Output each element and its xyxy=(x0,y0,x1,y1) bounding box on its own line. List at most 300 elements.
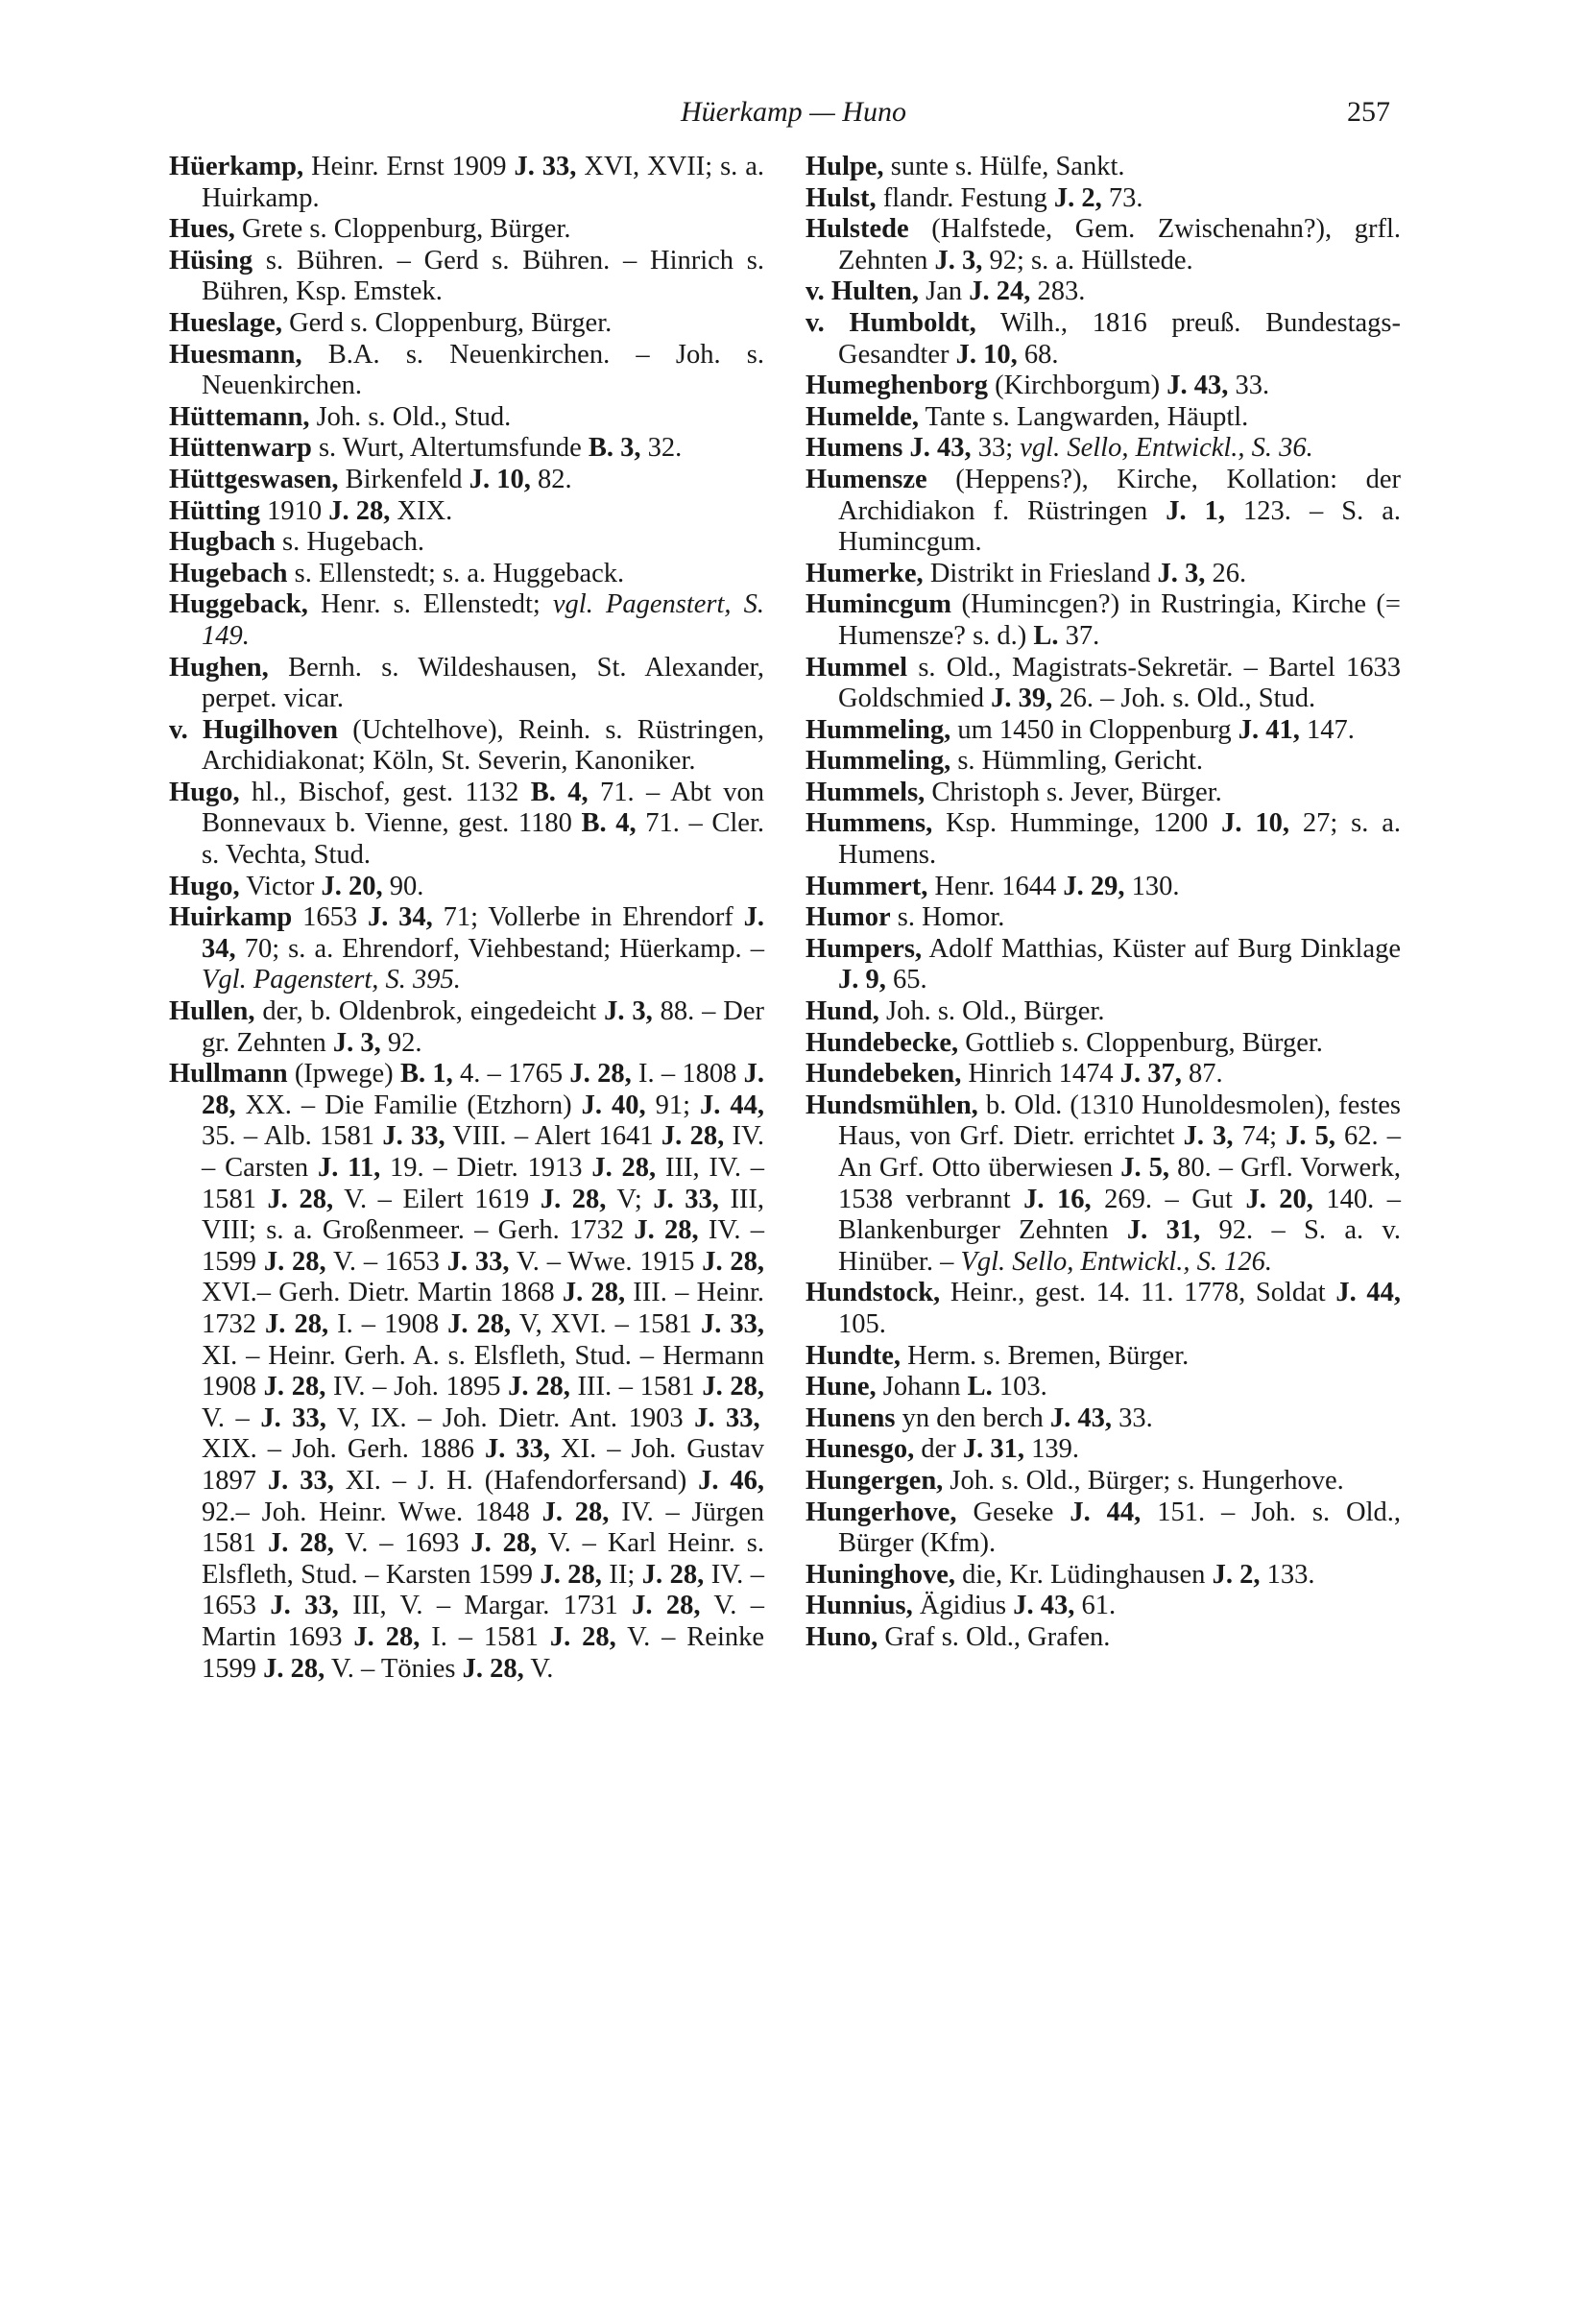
entry-text: s. Hugebach. xyxy=(275,527,424,558)
entry-text: 35. – Alb. 1581 xyxy=(202,1121,383,1152)
entry-text: Ksp. Humminge, 1200 xyxy=(932,808,1222,839)
entry-text: IV. – Jürgen 1581 xyxy=(202,1497,765,1559)
entry-text: V. – 1653 xyxy=(325,1246,447,1277)
entry-text: 80. – Grfl. Vorwerk, 1538 verbrannt xyxy=(838,1153,1401,1214)
volume-reference: J. 39, xyxy=(991,683,1053,714)
entry-text: Birkenfeld xyxy=(338,464,469,494)
entry-text: 71. – Abt von Bonnevaux b. Vienne, gest. 1180 xyxy=(202,777,764,839)
volume-reference: J. 3, xyxy=(934,245,983,276)
index-entry xyxy=(806,402,1401,434)
entry-text: III, VIII; s. a. Großenmeer. – Gerh. 1732 xyxy=(202,1184,765,1246)
volume-reference: J. 33, xyxy=(446,1246,510,1277)
entry-text: 1910 xyxy=(260,495,329,526)
index-entry xyxy=(169,589,764,652)
index-entry xyxy=(806,746,1401,778)
entry-text: Ägidius xyxy=(912,1591,1014,1621)
entry-italic-reference: Vgl. Sello, Entwickl., S. 126. xyxy=(960,1246,1272,1277)
index-entry xyxy=(169,496,764,528)
entry-text: um 1450 in Cloppenburg xyxy=(950,714,1238,745)
entry-text: V. – Wwe. 1915 xyxy=(509,1246,703,1277)
entry-headword: Hüttgeswasen, xyxy=(169,464,339,494)
entry-text: IV. – 1599 xyxy=(202,1215,764,1277)
entry-headword: Hummel xyxy=(806,652,908,683)
entry-text: Henr. s. Ellenstedt; xyxy=(307,589,553,620)
entry-text: 92; s. a. Hüllstede. xyxy=(982,245,1193,276)
entry-text: Gottlieb s. Cloppenburg, Bürger. xyxy=(958,1027,1323,1058)
running-head xyxy=(0,96,1587,134)
index-entry xyxy=(806,1341,1401,1373)
index-entry xyxy=(169,872,764,903)
entry-headword: v. Hugilhoven xyxy=(169,714,338,745)
entry-text: flandr. Festung xyxy=(876,182,1054,213)
volume-reference: J. 3, xyxy=(1157,558,1206,588)
index-entry xyxy=(169,246,764,308)
entry-text: (Kirchborgum) xyxy=(988,371,1167,401)
entry-headword: Hundsmühlen, xyxy=(806,1090,978,1120)
entry-text: 133. xyxy=(1260,1559,1315,1590)
volume-reference: J. 28, xyxy=(263,1372,326,1402)
volume-reference: J. 43, xyxy=(909,433,972,464)
entry-headword: Hunens xyxy=(806,1402,896,1433)
entry-text: (Humincgen?) in Rustringia, Kirche (= Humensze? s. d.) xyxy=(838,589,1401,651)
entry-text: 82. xyxy=(530,464,572,494)
entry-text: Joh. s. Old., Stud. xyxy=(309,401,512,432)
volume-reference: B. 1, xyxy=(399,1059,453,1090)
volume-reference: J. 34, xyxy=(202,902,765,964)
index-entry xyxy=(169,402,764,434)
volume-reference: J. 3, xyxy=(1183,1121,1234,1152)
entry-text: s. Old., Magistrats-Sekretär. – Bartel 1633 Goldschmied xyxy=(838,652,1401,714)
entry-text: 92. xyxy=(380,1027,422,1058)
index-entry xyxy=(806,1434,1401,1466)
volume-reference: J. 9, xyxy=(838,965,886,995)
entry-text: b. Old. (1310 Hunoldesmolen), festes Haus, von Grf. Dietr. errichtet xyxy=(838,1090,1401,1152)
entry-text: V. – Karl Heinr. s. Elsfleth, Stud. – Karsten 1599 xyxy=(202,1528,765,1590)
volume-reference: J. 28, xyxy=(702,1372,765,1402)
entry-headword: Humeghenborg xyxy=(806,371,989,401)
entry-headword: Humincgum xyxy=(806,589,952,620)
entry-italic-reference: vgl. Sello, Entwickl., S. 36. xyxy=(1020,433,1313,464)
volume-reference: J. 37, xyxy=(1119,1059,1182,1090)
entry-headword: Hummens, xyxy=(806,808,933,839)
volume-reference: J. 28, xyxy=(562,1278,626,1308)
entry-text: II; xyxy=(601,1559,642,1590)
entry-text: 103. xyxy=(992,1372,1047,1402)
volume-reference: J. 28, xyxy=(661,1121,725,1152)
volume-reference: B. 4, xyxy=(581,808,637,839)
volume-reference: J. 33, xyxy=(260,1402,326,1433)
index-entry xyxy=(806,433,1401,465)
entry-text: Geseke xyxy=(956,1497,1070,1527)
entry-text: V. – 1693 xyxy=(333,1528,471,1559)
index-entry xyxy=(806,183,1401,215)
index-entry xyxy=(806,152,1401,183)
entry-text: (Ipwege) xyxy=(287,1059,400,1090)
index-entry xyxy=(806,934,1401,996)
entry-headword: Hunesgo, xyxy=(806,1434,915,1465)
entry-headword: Hune, xyxy=(806,1372,877,1402)
entry-headword: Huirkamp xyxy=(169,902,293,933)
entry-text: IV. – Joh. 1895 xyxy=(325,1372,509,1402)
entry-text: 71; Vollerbe in Ehrendorf xyxy=(432,902,744,933)
entry-headword: Humor xyxy=(806,902,891,933)
volume-reference: J. 28, xyxy=(202,1059,765,1120)
entry-headword: Hughen, xyxy=(169,652,269,683)
volume-reference: J. 41, xyxy=(1238,714,1300,745)
entry-headword: Hugo, xyxy=(169,871,240,901)
volume-reference: J. 33, xyxy=(653,1184,719,1214)
entry-text: Wilh., 1816 preuß. Bundestags-Gesandter xyxy=(838,307,1402,370)
volume-reference: J. 33, xyxy=(694,1402,760,1433)
volume-reference: J. 28, xyxy=(569,1059,632,1090)
volume-reference: J. 33, xyxy=(700,1308,764,1339)
index-entry xyxy=(169,433,764,465)
volume-reference: J. 46, xyxy=(698,1465,764,1496)
entry-headword: v. Humboldt, xyxy=(806,307,976,338)
volume-reference: J. 28, xyxy=(702,1246,765,1277)
entry-text: III. – Heinr. 1732 xyxy=(202,1278,764,1339)
entry-headword: Huno, xyxy=(806,1621,878,1652)
entry-headword: v. Hulten, xyxy=(806,276,919,307)
volume-reference: J. 44, xyxy=(700,1090,764,1120)
entry-text: 1653 xyxy=(292,902,368,933)
entry-headword: Hungerhove, xyxy=(806,1497,957,1527)
entry-text: XI. – Joh. Gustav 1897 xyxy=(202,1434,765,1496)
volume-reference: J. 28, xyxy=(634,1215,699,1246)
volume-reference: J. 2, xyxy=(1212,1559,1261,1590)
index-entry xyxy=(806,1591,1401,1622)
index-entry xyxy=(806,1090,1401,1279)
entry-headword: Huggeback, xyxy=(169,589,308,620)
volume-reference: J. 40, xyxy=(581,1090,646,1120)
volume-reference: J. 28, xyxy=(267,1184,334,1214)
entry-text: yn den berch xyxy=(895,1402,1050,1433)
index-entry xyxy=(169,559,764,590)
entry-text: V, XVI. – 1581 xyxy=(511,1308,701,1339)
index-entry xyxy=(806,715,1401,747)
volume-reference: J. 33, xyxy=(382,1121,445,1152)
entry-headword: Hund, xyxy=(806,996,879,1027)
index-entry xyxy=(806,996,1401,1028)
entry-text: Distrikt in Friesland xyxy=(923,558,1158,588)
entry-headword: Hundebeken, xyxy=(806,1059,962,1090)
entry-text: V. – Tönies xyxy=(325,1653,463,1684)
index-entry xyxy=(806,371,1401,402)
volume-reference: J. 33, xyxy=(514,152,577,181)
entry-headword: Hummeling, xyxy=(806,714,951,745)
entry-text: (Halfstede, Gem. Zwischenahn?), grfl. Zehnten xyxy=(838,214,1401,276)
volume-reference: J. 2, xyxy=(1053,182,1102,213)
entry-text: 90. xyxy=(382,871,424,901)
entry-headword: Hüttemann, xyxy=(169,401,310,432)
entry-text: 123. – S. a. Humincgum. xyxy=(838,495,1401,558)
entry-text: Joh. s. Old., Bürger. xyxy=(878,996,1105,1027)
entry-text: s. Bühren. – Gerd s. Bühren. – Hinrich s. Bühren, Ksp. Emstek. xyxy=(202,245,764,307)
right-column xyxy=(806,152,1401,1654)
entry-text: 140. – Blankenburger Zehnten xyxy=(838,1184,1402,1246)
entry-text: 151. – Joh. s. Old., Bürger (Kfm). xyxy=(838,1497,1402,1559)
index-entry xyxy=(806,902,1401,934)
entry-text: XVI.– Gerh. Dietr. Martin 1868 xyxy=(202,1278,563,1308)
volume-reference: J. 28, xyxy=(632,1591,701,1621)
entry-headword: Hüsing xyxy=(169,245,253,276)
entry-text: XX. – Die Familie (Etzhorn) xyxy=(235,1090,582,1120)
volume-reference: J. 10, xyxy=(955,339,1018,370)
entry-italic-reference: vgl. Pagenstert, S. 149. xyxy=(202,589,765,651)
volume-reference: J. 3, xyxy=(332,1027,381,1058)
entry-headword: Humerke, xyxy=(806,558,924,588)
volume-reference: J. 28, xyxy=(265,1308,329,1339)
entry-text: die, Kr. Lüdinghausen xyxy=(955,1559,1213,1590)
volume-reference: J. 28, xyxy=(263,1246,326,1277)
index-entry xyxy=(169,340,764,402)
entry-text: 87. xyxy=(1181,1059,1223,1090)
entry-text: IV. – 1653 xyxy=(202,1559,765,1621)
index-entry xyxy=(169,996,764,1059)
entry-headword: Hüttenwarp xyxy=(169,433,312,464)
index-entry xyxy=(806,1466,1401,1497)
entry-headword: Hungergen, xyxy=(806,1465,944,1496)
volume-reference: J. 3, xyxy=(604,996,653,1027)
volume-reference: J. 28, xyxy=(263,1653,325,1684)
volume-reference: J. 28, xyxy=(470,1528,538,1559)
volume-reference: J. 28, xyxy=(591,1153,657,1183)
index-entry xyxy=(169,1059,764,1685)
volume-reference: J. 24, xyxy=(969,276,1031,307)
entry-text: der xyxy=(914,1434,963,1465)
entry-text: V. – Reinke 1599 xyxy=(202,1621,765,1684)
entry-text: I. – 1808 xyxy=(631,1059,744,1090)
entry-text: 33; xyxy=(971,433,1021,464)
entry-text: III, IV. – 1581 xyxy=(202,1153,765,1214)
running-title: Hüerkamp — Huno xyxy=(681,96,906,128)
entry-text: IV. – Carsten xyxy=(202,1121,764,1183)
entry-text: 62. – An Grf. Otto überwiesen xyxy=(838,1121,1402,1183)
volume-reference: J. 20, xyxy=(321,871,383,901)
entry-text: 4. – 1765 xyxy=(452,1059,570,1090)
volume-reference: B. 3, xyxy=(588,433,641,464)
volume-reference: J. 44, xyxy=(1335,1278,1401,1308)
volume-reference: J. 10, xyxy=(469,464,531,494)
entry-text: XIX. xyxy=(390,495,453,526)
entry-text: XI. – J. H. (Hafendorfersand) xyxy=(333,1465,699,1496)
volume-reference: J. 28, xyxy=(462,1653,524,1684)
index-entry xyxy=(806,1497,1401,1560)
entry-text: VIII. – Alert 1641 xyxy=(445,1121,661,1152)
entry-text: Tante s. Langwarden, Häuptl. xyxy=(918,401,1249,432)
entry-text: Joh. s. Old., Bürger; s. Hungerhove. xyxy=(943,1465,1344,1496)
volume-reference: J. 43, xyxy=(1049,1402,1113,1433)
entry-text: V. xyxy=(523,1653,554,1684)
entry-text: 26. – Joh. s. Old., Stud. xyxy=(1052,683,1316,714)
entry-text: V. – Eilert 1619 xyxy=(333,1184,541,1214)
index-entry xyxy=(169,527,764,559)
entry-text: 105. xyxy=(838,1308,886,1339)
entry-text: (Uchtelhove), Reinh. s. Rüstringen, Archidiakonat; Köln, St. Severin, Kanoniker. xyxy=(202,714,764,777)
entry-text: 147. xyxy=(1299,714,1355,745)
entry-text: s. Wurt, Altertumsfunde xyxy=(311,433,589,464)
entry-text: 32. xyxy=(640,433,683,464)
entry-text: V. – Martin 1693 xyxy=(202,1591,764,1652)
volume-reference: L. xyxy=(1033,620,1059,651)
entry-headword: Hundebecke, xyxy=(806,1027,959,1058)
entry-headword: Hummels, xyxy=(806,777,926,807)
volume-reference: J. 10, xyxy=(1221,808,1289,839)
entry-text: Herm. s. Bremen, Bürger. xyxy=(901,1340,1190,1371)
entry-headword: Humpers, xyxy=(806,933,923,964)
entry-headword: Hulstede xyxy=(806,214,909,245)
entry-text: 26. xyxy=(1205,558,1247,588)
index-entry xyxy=(806,465,1401,559)
entry-headword: Hundstock, xyxy=(806,1278,941,1308)
entry-text: V. – xyxy=(202,1402,261,1433)
index-entry xyxy=(169,465,764,496)
entry-text: Heinr. Ernst 1909 xyxy=(303,152,515,181)
volume-reference: J. 28, xyxy=(549,1621,616,1652)
entry-headword: Huninghove, xyxy=(806,1559,956,1590)
entry-text: sunte s. Hülfe, Sankt. xyxy=(883,152,1125,181)
volume-reference: J. 43, xyxy=(1166,371,1229,401)
page-number: 257 xyxy=(1347,96,1390,128)
volume-reference: J. 31, xyxy=(1126,1215,1201,1246)
index-entry xyxy=(169,152,764,214)
index-entry xyxy=(169,902,764,996)
entry-text: 283. xyxy=(1030,276,1086,307)
volume-reference: J. 33, xyxy=(270,1591,339,1621)
entry-text: 73. xyxy=(1101,182,1143,213)
left-column xyxy=(169,152,764,1685)
entry-text: Gerd s. Cloppenburg, Bürger. xyxy=(281,307,613,338)
volume-reference: J. 28, xyxy=(641,1559,705,1590)
entry-headword: Hulst, xyxy=(806,182,877,213)
volume-reference: J. 44, xyxy=(1070,1497,1142,1527)
entry-text: der, b. Oldenbrok, eingedeicht xyxy=(254,996,605,1027)
volume-reference: J. 33, xyxy=(484,1434,550,1465)
entry-headword: Humens xyxy=(806,433,903,464)
entry-text: Graf s. Old., Grafen. xyxy=(878,1621,1111,1652)
entry-text: 269. – Gut xyxy=(1091,1184,1246,1214)
volume-reference: J. 33, xyxy=(267,1465,334,1496)
entry-headword: Hüerkamp, xyxy=(169,152,304,181)
volume-reference: J. 31, xyxy=(962,1434,1025,1465)
index-entry xyxy=(806,808,1401,871)
entry-text: 70; s. a. Ehrendorf, Viehbestand; Hüerkamp. – xyxy=(235,933,764,964)
entry-text: Victor xyxy=(239,871,322,901)
volume-reference: B. 4, xyxy=(530,777,589,807)
index-entry xyxy=(806,1403,1401,1435)
entry-text: 88. – Der gr. Zehnten xyxy=(202,996,765,1058)
index-entry xyxy=(806,1278,1401,1340)
entry-text: 37. xyxy=(1058,620,1100,651)
entry-headword: Hues, xyxy=(169,214,235,245)
entry-headword: Hütting xyxy=(169,495,261,526)
entry-text: Grete s. Cloppenburg, Bürger. xyxy=(234,214,571,245)
entry-text: 71. – Cler. s. Vechta, Stud. xyxy=(202,808,764,871)
entry-text: I. – 1908 xyxy=(328,1308,448,1339)
entry-headword: Huesmann, xyxy=(169,339,302,370)
index-entry xyxy=(806,1560,1401,1592)
entry-headword: Hugo, xyxy=(169,777,240,807)
volume-reference: J. 28, xyxy=(508,1372,570,1402)
volume-reference: J. 28, xyxy=(447,1308,512,1339)
index-entry xyxy=(806,559,1401,590)
index-entry xyxy=(806,214,1401,276)
index-entry xyxy=(806,276,1401,308)
volume-reference: J. 5, xyxy=(1286,1121,1335,1152)
entry-headword: Hundte, xyxy=(806,1340,901,1371)
entry-text: s. Hümmling, Gericht. xyxy=(950,746,1204,777)
entry-text: 74; xyxy=(1233,1121,1286,1152)
volume-reference: J. 28, xyxy=(540,1559,602,1590)
index-entry xyxy=(806,872,1401,903)
entry-headword: Hummert, xyxy=(806,871,928,901)
entry-text: 65. xyxy=(885,965,927,995)
volume-reference: J. 28, xyxy=(328,495,391,526)
entry-text: B.A. s. Neuenkirchen. – Joh. s. Neuenkirchen. xyxy=(202,339,764,401)
entry-text: 139. xyxy=(1024,1434,1080,1465)
entry-headword: Hummeling, xyxy=(806,746,951,777)
volume-reference: J. 16, xyxy=(1023,1184,1092,1214)
index-entry xyxy=(806,1059,1401,1090)
entry-text: 68. xyxy=(1017,339,1059,370)
entry-text: Christoph s. Jever, Bürger. xyxy=(925,777,1222,807)
volume-reference: L. xyxy=(967,1372,993,1402)
index-entry xyxy=(806,589,1401,652)
index-entry xyxy=(806,653,1401,715)
index-entry xyxy=(169,715,764,778)
entry-text: 61. xyxy=(1074,1591,1117,1621)
index-entry xyxy=(169,308,764,340)
entry-text: XI. – Heinr. Gerh. A. s. Elsfleth, Stud. – Hermann 1908 xyxy=(202,1340,764,1402)
entry-text: 33. xyxy=(1112,1402,1153,1433)
entry-text: 130. xyxy=(1124,871,1180,901)
index-entry xyxy=(806,1372,1401,1403)
entry-text: s. Homor. xyxy=(890,902,1005,933)
index-entry xyxy=(806,778,1401,809)
index-entry xyxy=(169,214,764,246)
volume-reference: J. 43, xyxy=(1013,1591,1075,1621)
entry-headword: Hueslage, xyxy=(169,307,282,338)
index-entry xyxy=(169,653,764,715)
entry-text: 33. xyxy=(1228,371,1270,401)
entry-text: Hinrich 1474 xyxy=(961,1059,1120,1090)
index-entry xyxy=(806,1028,1401,1060)
entry-text: hl., Bischof, gest. 1132 xyxy=(239,777,531,807)
entry-text: V, IX. – Joh. Dietr. Ant. 1903 xyxy=(325,1402,695,1433)
entry-headword: Hugbach xyxy=(169,527,276,558)
entry-headword: Hullen, xyxy=(169,996,255,1027)
entry-text: 92. – S. a. v. Hinüber. – xyxy=(838,1215,1401,1277)
volume-reference: J. 29, xyxy=(1063,871,1125,901)
entry-text: Henr. 1644 xyxy=(927,871,1064,901)
entry-text: Bernh. s. Wildeshausen, St. Alexander, perpet. vicar. xyxy=(202,652,764,714)
index-entry xyxy=(806,1622,1401,1654)
entry-text: XVI, XVII; s. a. Huirkamp. xyxy=(202,152,764,213)
entry-text: III, V. – Margar. 1731 xyxy=(338,1591,633,1621)
volume-reference: J. 1, xyxy=(1166,495,1226,526)
entry-text: 91; xyxy=(645,1090,700,1120)
volume-reference: J. 34, xyxy=(367,902,433,933)
entry-headword: Hunnius, xyxy=(806,1591,913,1621)
entry-headword: Hulpe, xyxy=(806,152,884,181)
entry-headword: Humelde, xyxy=(806,401,919,432)
entry-text: 27; s. a. Humens. xyxy=(838,808,1401,871)
entry-text: 19. – Dietr. 1913 xyxy=(380,1153,592,1183)
entry-text: V; xyxy=(606,1184,654,1214)
entry-text: (Heppens?), Kirche, Kollation: der Archidiakon f. Rüstringen xyxy=(838,464,1401,526)
entry-text: Johann xyxy=(876,1372,968,1402)
entry-headword: Hullmann xyxy=(169,1059,288,1090)
